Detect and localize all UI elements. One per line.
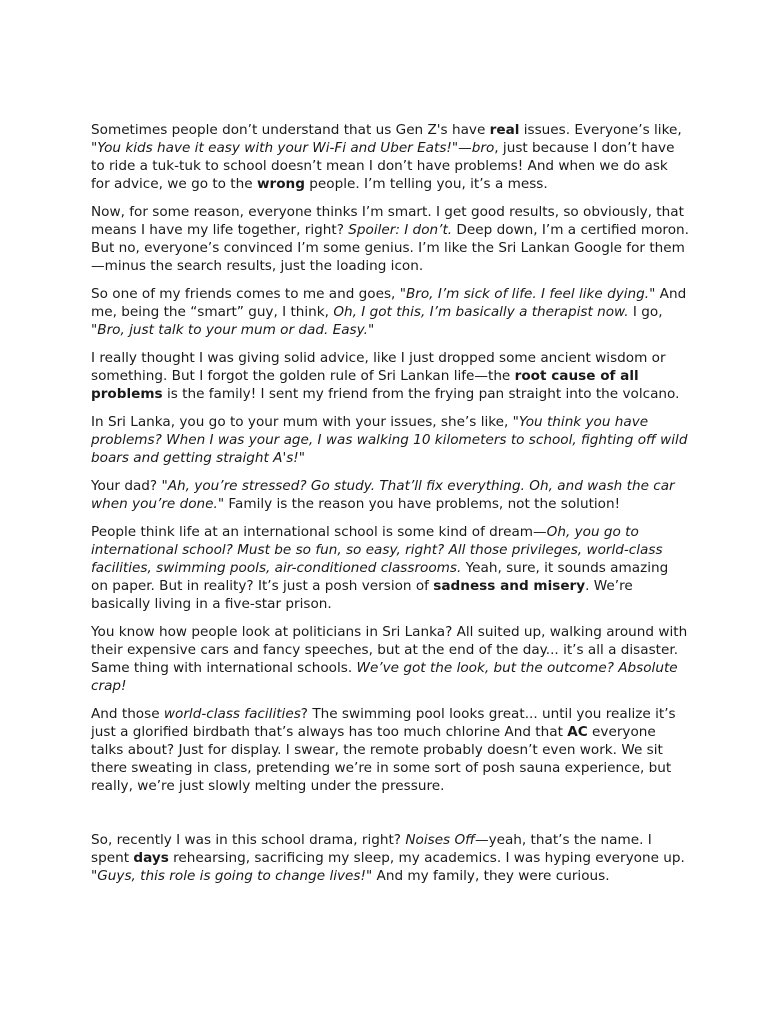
text-segment: " And me, being the “smart” guy, I think, [91, 286, 687, 320]
text-segment: days [133, 850, 169, 866]
text-segment: You kids have it easy with your Wi-Fi and Uber Eats! [97, 140, 452, 156]
text-segment: You think you have problems? When I was your age, I was walking 10 kilometers to school, fighting off wild boars and getting straight A's! [91, 414, 688, 466]
text-segment: So, recently I was in this school drama, right? [91, 832, 406, 848]
text-segment: Oh, I got this, I’m basically a therapist now. [333, 304, 629, 320]
text-segment: Sometimes people don’t understand that us Gen Z's have [91, 122, 490, 138]
text-segment: People think life at an international school is some kind of dream— [91, 524, 547, 540]
text-segment: I go, " [91, 304, 663, 338]
paragraph-8 [91, 623, 689, 695]
text-segment: "— [451, 140, 472, 156]
text-segment: " [298, 450, 305, 466]
text-segment: ? The swimming pool looks great... until you realize it’s just a glorified birdbath that’s always has too much chlorine And that [91, 706, 676, 740]
text-segment: root cause of all problems [91, 368, 639, 402]
text-segment: Oh, you go to international school? Must be so fun, so easy, right? All those privileges, world-class facilities, swimming pools, air-conditioned classrooms. [91, 524, 663, 576]
text-segment: Now, for some reason, everyone thinks I’m smart. I get good results, so obviously, that means I have my life together, right? [91, 204, 684, 238]
paragraph-4 [91, 349, 689, 403]
text-segment: Bro, I’m sick of life. I feel like dying. [405, 286, 650, 302]
text-segment: Guys, this role is going to change lives! [97, 868, 366, 884]
text-segment: rehearsing, sacrificing my sleep, my academics. I was hyping everyone up. " [91, 850, 685, 884]
text-segment: bro [471, 140, 495, 156]
text-segment: " Family is the reason you have problems, not the solution! [217, 496, 621, 512]
text-segment: people. I’m telling you, it’s a mess. [304, 176, 548, 192]
text-segment: " And my family, they were curious. [365, 868, 610, 884]
text-segment: So one of my friends comes to me and goes, " [91, 286, 406, 302]
text-segment: , just because I don’t have to ride a tuk-tuk to school doesn’t mean I don’t have problems! And when we do ask for advice, we go to the [91, 140, 675, 192]
paragraph-2 [91, 203, 689, 275]
text-segment: And those [91, 706, 164, 722]
text-segment: Ah, you’re stressed? Go study. That’ll fix everything. Oh, and wash the car when you’re done. [91, 478, 675, 512]
paragraph-6 [91, 477, 689, 513]
text-segment: is the family! I sent my friend from the frying pan straight into the volcano. [162, 386, 680, 402]
text-segment: We’ve got the look, but the outcome? Absolute crap! [91, 660, 678, 694]
text-segment: I really thought I was giving solid advice, like I just dropped some ancient wisdom or something. But I forgot the golden rule of Sri Lankan life—the [91, 350, 666, 384]
text-segment: AC [567, 724, 588, 740]
text-segment: world-class facilities [163, 706, 301, 722]
text-segment: wrong [256, 176, 305, 192]
paragraph-5 [91, 413, 689, 467]
text-segment: . We’re basically living in a five-star prison. [91, 578, 633, 612]
paragraph-9 [91, 705, 689, 795]
text-segment: " [367, 322, 375, 338]
text-segment: real [489, 122, 520, 138]
paragraph-1 [91, 121, 689, 193]
document-page [91, 121, 689, 895]
text-segment: Bro, just talk to your mum or dad. Easy. [97, 322, 368, 338]
text-segment: sadness and misery [433, 578, 586, 594]
text-segment: Spoiler: I don’t. [348, 222, 453, 238]
text-segment: issues. Everyone’s like, " [91, 122, 682, 156]
text-segment: You know how people look at politicians in Sri Lanka? All suited up, walking around with their expensive cars and fancy speeches, but at the end of the day... it’s all a disaster. Same thing with international schools. [91, 624, 688, 676]
text-segment: everyone talks about? Just for display. I swear, the remote probably doesn’t even work. We sit there sweating in class, pretending we’re in some sort of posh sauna experience, but really, we’re just slowly melting under the pressure. [91, 724, 672, 794]
text-segment: Deep down, I’m a certified moron. But no, everyone’s convinced I’m some genius. I’m like the Sri Lankan Google for them—minus the search results, just the loading icon. [91, 222, 689, 274]
text-segment: Yeah, sure, it sounds amazing on paper. But in reality? It’s just a posh version of [91, 560, 669, 594]
paragraph-10 [91, 831, 689, 885]
text-segment: Noises Off [405, 832, 475, 848]
text-segment: —yeah, that’s the name. I spent [91, 832, 652, 866]
paragraph-3 [91, 285, 689, 339]
paragraph-7 [91, 523, 689, 613]
text-segment: In Sri Lanka, you go to your mum with your issues, she’s like, " [91, 414, 519, 430]
text-segment: Your dad? " [91, 478, 168, 494]
